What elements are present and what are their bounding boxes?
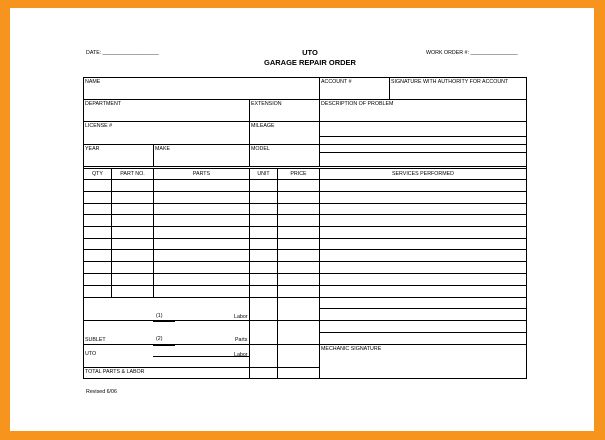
col-unit: UNIT [257, 171, 270, 177]
col-part-no: PART NO. [120, 171, 145, 177]
mileage-field[interactable]: MILEAGE [251, 123, 275, 129]
revised-date: Revised 6/06 [86, 389, 117, 395]
signature-authority-field[interactable]: SIGNATURE WITH AUTHORITY FOR ACCOUNT [391, 79, 509, 85]
make-field[interactable]: MAKE [155, 146, 171, 152]
total-parts-labor-label: TOTAL PARTS & LABOR [85, 369, 145, 375]
labor-line-number: (1) [156, 313, 163, 319]
form-title: GARAGE REPAIR ORDER [264, 58, 356, 67]
labor-label-1: Labor [234, 314, 248, 320]
work-order-field[interactable]: WORK ORDER #: ________________ [426, 50, 518, 56]
mechanic-signature-field[interactable]: MECHANIC SIGNATURE [321, 346, 382, 352]
date-field[interactable]: DATE: ___________________ [86, 50, 159, 56]
sublet-label: SUBLET [85, 337, 106, 343]
year-field[interactable]: YEAR [85, 146, 100, 152]
account-field[interactable]: ACCOUNT # [321, 79, 352, 85]
parts-label: Parts [235, 337, 248, 343]
uto-label: UTO [85, 351, 97, 357]
col-qty: QTY [92, 171, 103, 177]
col-parts: PARTS [192, 171, 211, 177]
license-field[interactable]: LICENSE # [85, 123, 113, 129]
model-field[interactable]: MODEL [251, 146, 270, 152]
name-field[interactable]: NAME [85, 79, 101, 85]
col-services-performed: SERVICES PERFORMED [391, 171, 454, 177]
col-price: PRICE [290, 171, 307, 177]
department-field[interactable]: DEPARTMENT [85, 101, 122, 107]
company-name: UTO [302, 48, 318, 57]
parts-line-number: (2) [156, 336, 163, 342]
labor-label-2: Labor [234, 352, 248, 358]
form-grid [10, 8, 594, 431]
repair-order-page [10, 8, 594, 431]
description-problem-field[interactable]: DESCRIPTION OF PROBLEM [321, 101, 394, 107]
extension-field[interactable]: EXTENSION [251, 101, 282, 107]
